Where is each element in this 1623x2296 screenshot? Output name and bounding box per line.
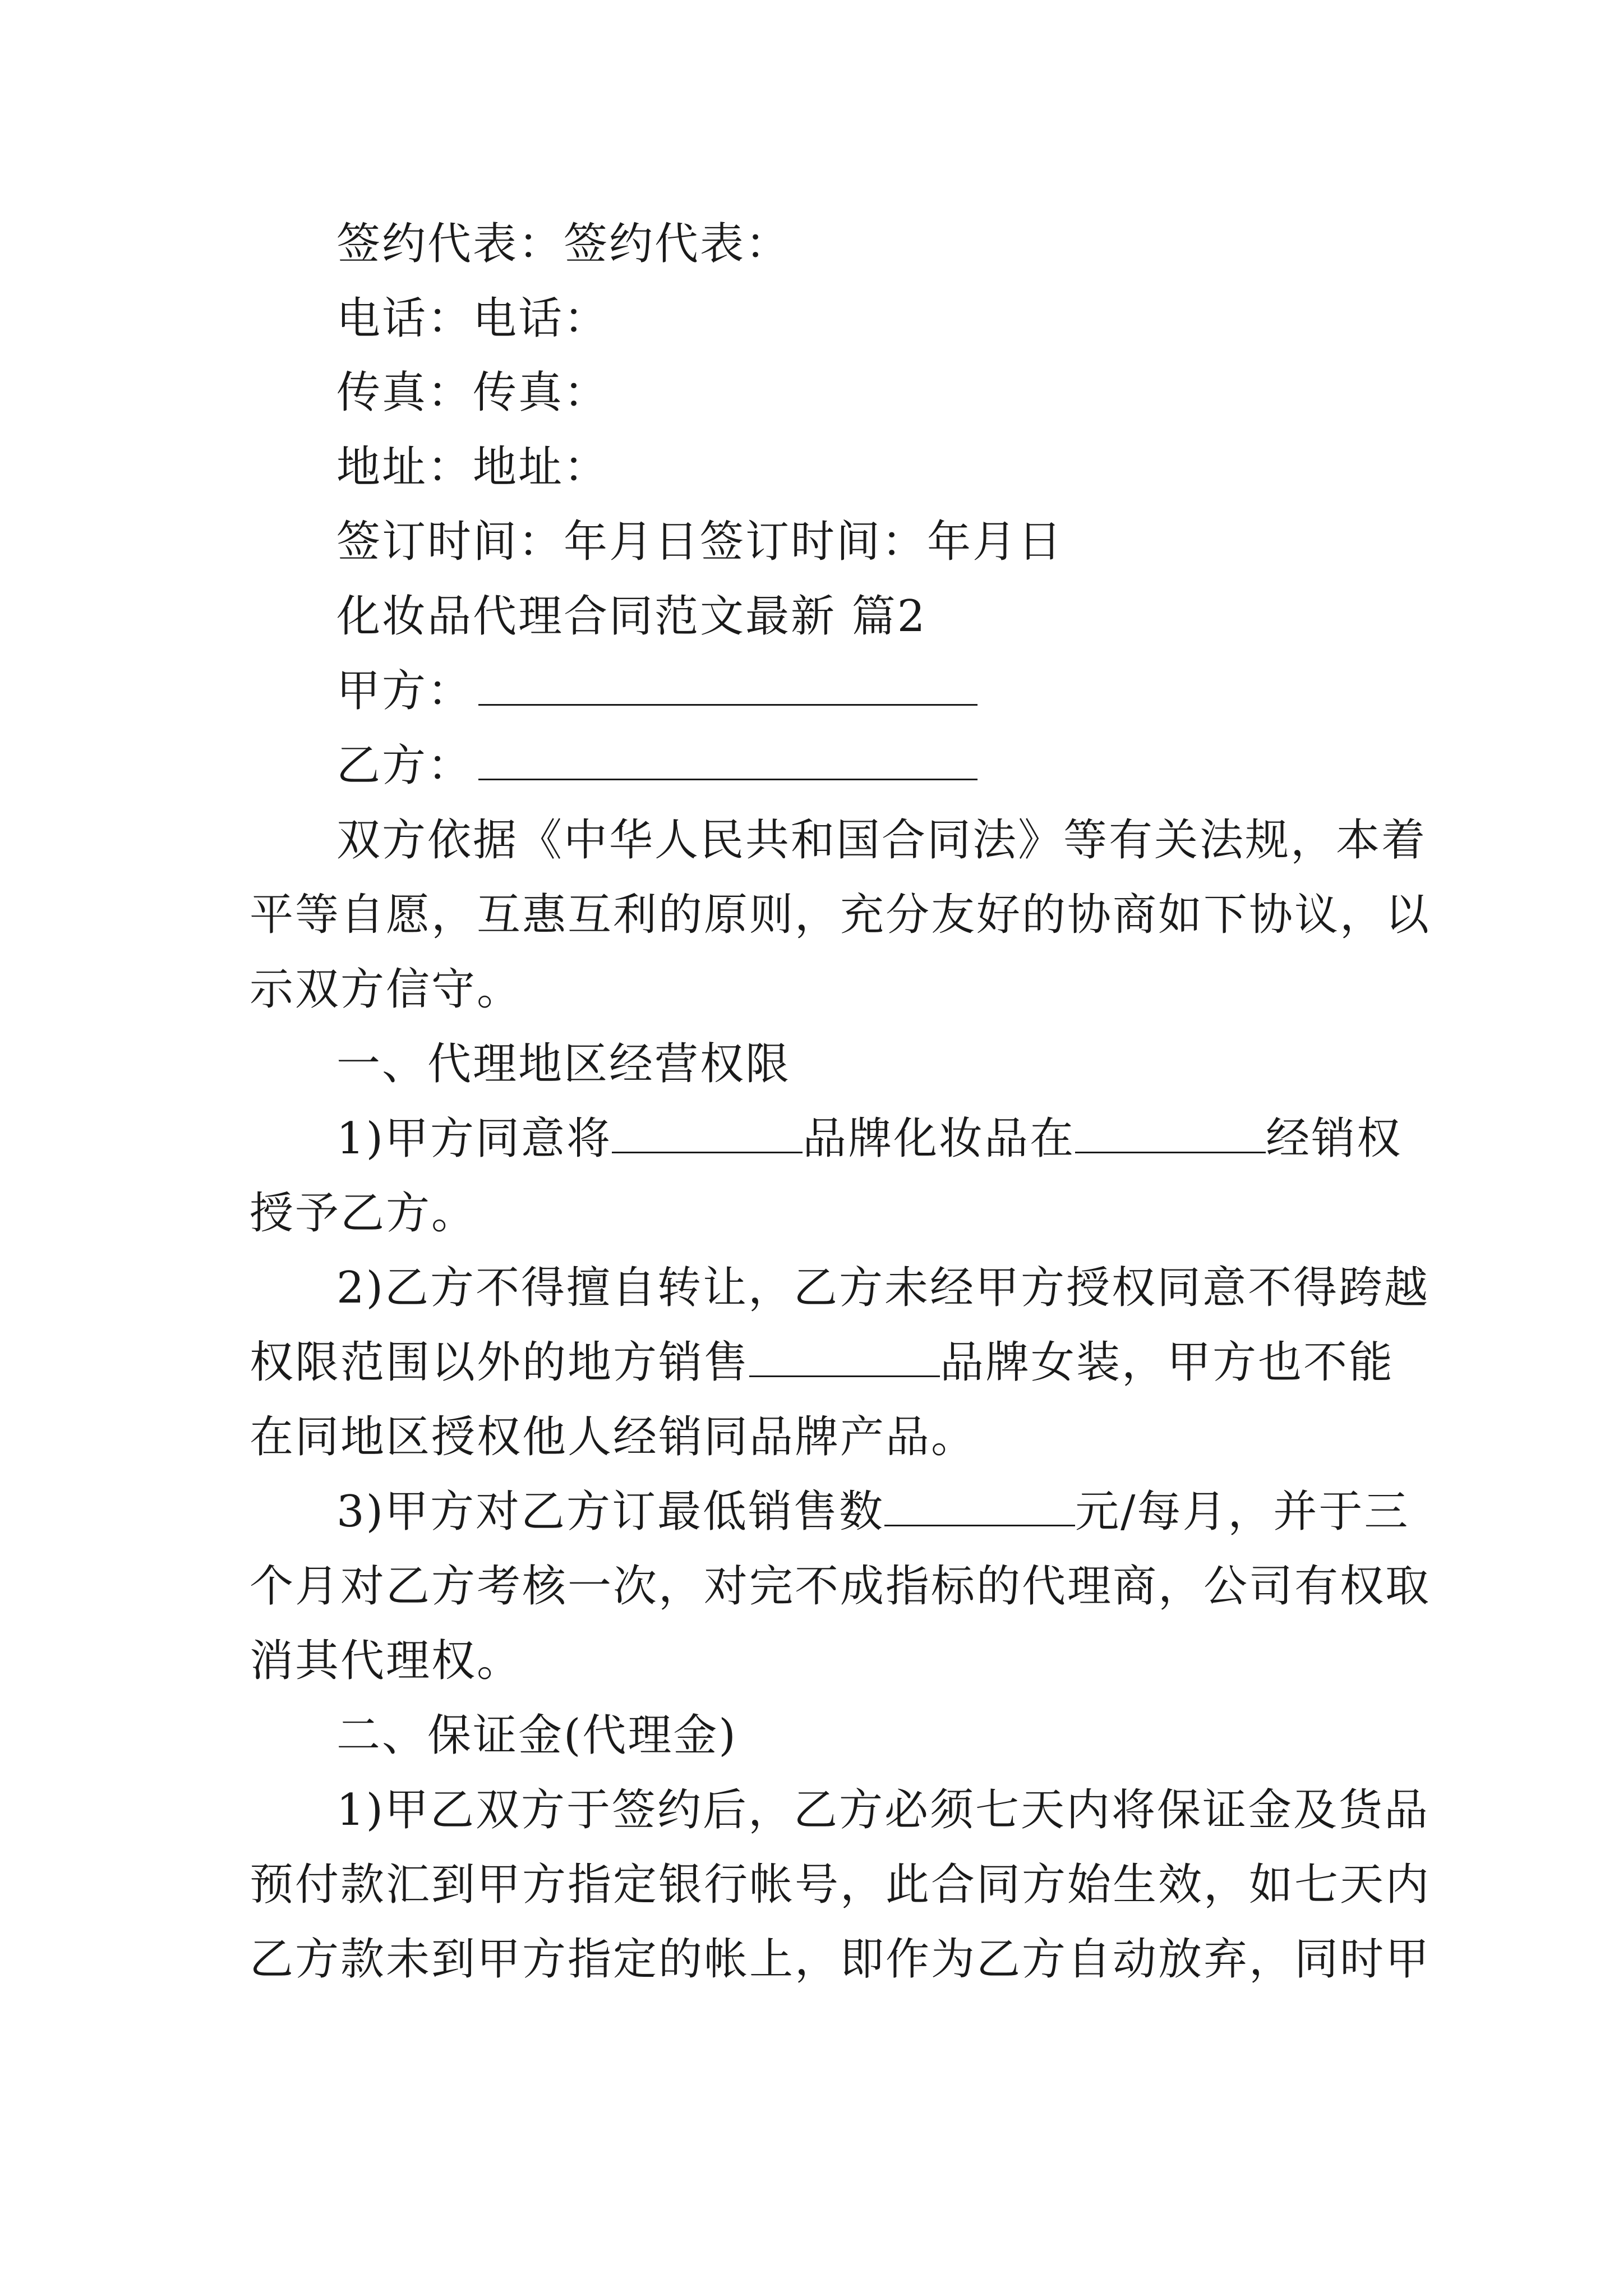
signature-representative: 签约代表：签约代表： — [336, 219, 791, 269]
clause-text: 经销权 — [1266, 1114, 1403, 1164]
article-1-clause-3-line-2: 个月对乙方考核一次，对完不成指标的代理商，公司有权取 — [250, 1561, 1431, 1612]
amount-blank — [884, 1485, 1075, 1526]
article-1-heading: 一、代理地区经营权限 — [336, 1039, 791, 1089]
party-a-line — [336, 663, 978, 719]
brand-blank — [749, 1336, 940, 1377]
preamble-line-3: 示双方信守。 — [250, 964, 523, 1015]
article-1-clause-1-line-1 — [336, 1111, 1402, 1167]
signature-phone: 电话：电话： — [336, 293, 610, 344]
party-a-blank — [478, 665, 978, 706]
brand-blank — [612, 1112, 803, 1153]
clause-text: 1)甲方同意将 — [336, 1114, 612, 1164]
preamble-line-1: 双方依据《中华人民共和国合同法》等有关法规，本着 — [336, 815, 1427, 866]
party-b-blank — [478, 739, 978, 780]
article-1-clause-3-line-3: 消其代理权。 — [250, 1636, 523, 1686]
clause-text: 品牌化妆品在 — [803, 1114, 1076, 1164]
signature-fax: 传真：传真： — [336, 367, 610, 418]
party-b-line — [336, 738, 978, 794]
article-1-clause-2-line-2 — [250, 1335, 1394, 1391]
article-1-clause-2-line-1: 2)乙方不得擅自转让，乙方未经甲方授权同意不得跨越 — [336, 1263, 1430, 1313]
article-2-clause-1-line-1: 1)甲乙双方于签约后，乙方必须七天内将保证金及货品 — [336, 1785, 1430, 1835]
article-1-clause-2-line-3: 在同地区授权他人经销同品牌产品。 — [250, 1412, 977, 1462]
clause-text: 权限范围以外的地方销售 — [250, 1337, 750, 1388]
section-title: 化妆品代理合同范文最新 篇2 — [336, 591, 927, 642]
party-b-label: 乙方： — [336, 740, 473, 791]
clause-text: 3)甲方对乙方订最低销售数 — [336, 1487, 885, 1537]
clause-text: 元/每月，并于三 — [1075, 1487, 1410, 1537]
party-a-label: 甲方： — [336, 666, 473, 716]
article-2-clause-1-line-2: 预付款汇到甲方指定银行帐号，此合同方始生效，如七天内 — [250, 1860, 1431, 1910]
article-1-clause-3-line-1 — [336, 1484, 1409, 1540]
preamble-line-2: 平等自愿，互惠互利的原则，充分友好的协商如下协议，以 — [250, 890, 1431, 940]
article-2-clause-1-line-3: 乙方款未到甲方指定的帐上，即作为乙方自动放弃，同时甲 — [250, 1934, 1431, 1985]
region-blank — [1075, 1112, 1266, 1153]
article-2-heading: 二、保证金(代理金) — [336, 1710, 737, 1761]
signature-date: 签订时间：年月日签订时间：年月日 — [336, 517, 1064, 567]
signature-address: 地址：地址： — [336, 442, 610, 493]
article-1-clause-1-line-2: 授予乙方。 — [250, 1188, 477, 1239]
clause-text: 品牌女装，甲方也不能 — [940, 1337, 1395, 1388]
